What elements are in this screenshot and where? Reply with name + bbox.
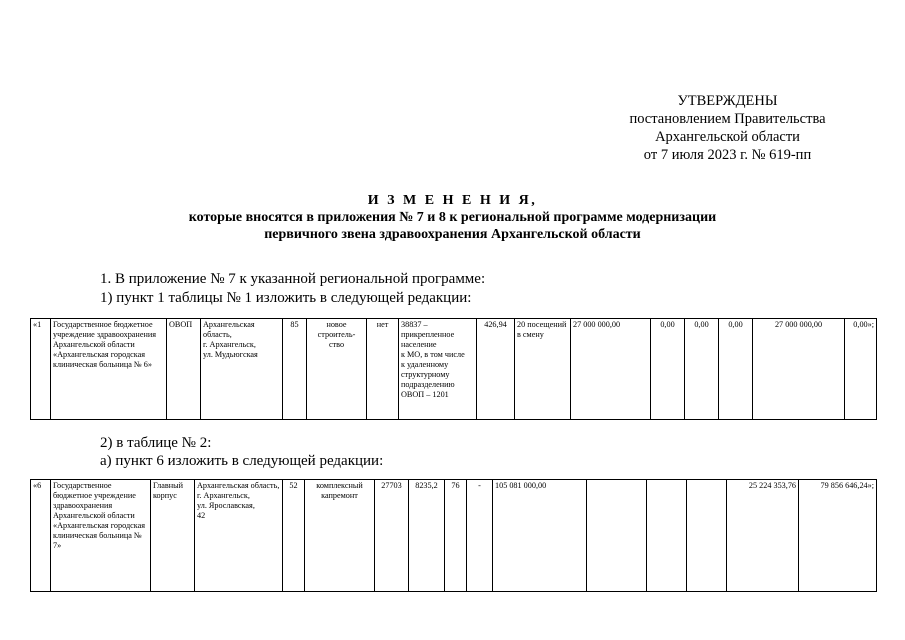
cell-area: 8235,2 — [409, 480, 445, 592]
cell-amount-total: 105 081 000,00 — [493, 480, 587, 592]
cell-area: 426,94 — [477, 319, 515, 420]
cell-capacity: 20 посещений в смену — [515, 319, 571, 420]
cell-value: - — [467, 480, 493, 592]
cell-amount: 25 224 353,76 — [727, 480, 799, 592]
cell-object: Главный корпус — [151, 480, 195, 592]
cell-value: 27703 — [375, 480, 409, 592]
cell-value: 52 — [283, 480, 305, 592]
cell-amount: 0,00 — [719, 319, 753, 420]
cell-value: 85 — [283, 319, 307, 420]
paragraph-1: 1. В приложение № 7 к указанной региональной программе: — [100, 271, 486, 287]
table-row — [31, 480, 877, 592]
approval-line-3: Архангельской области — [655, 129, 800, 145]
table-1 — [30, 318, 877, 420]
cell-amount — [587, 480, 647, 592]
cell-amount-last: 0,00»; — [845, 319, 877, 420]
cell-number: «6 — [31, 480, 51, 592]
cell-amount-last: 79 856 646,24»; — [799, 480, 877, 592]
table-row — [31, 319, 877, 420]
cell-flag: нет — [367, 319, 399, 420]
title-line-2: которые вносятся в приложения № 7 и 8 к региональной программе модернизации — [188, 210, 717, 225]
cell-institution: Государственное бюджетное учреждение здравоохранения Архангельской области «Архангельская городская клиническая больница № 6» — [51, 319, 167, 420]
title-heading: И З М Е Н Е Н И Я, — [367, 193, 538, 208]
cell-amount — [687, 480, 727, 592]
approval-heading: УТВЕРЖДЕНЫ — [677, 93, 778, 109]
cell-institution: Государственное бюджетное учреждение здравоохранения Архангельской области «Архангельская городская клиническая больница № 7» — [51, 480, 151, 592]
table-2 — [30, 479, 877, 592]
cell-number: «1 — [31, 319, 51, 420]
title-line-3: первичного звена здравоохранения Архангельской области — [264, 227, 641, 242]
cell-population: 38837 – прикрепленное население к МО, в том числе к удаленному структурному подразделению ОВОП – 1201 — [399, 319, 477, 420]
cell-object: ОВОП — [167, 319, 201, 420]
cell-work-type: комплексный капремонт — [305, 480, 375, 592]
approval-stamp — [560, 92, 895, 164]
cell-amount: 27 000 000,00 — [753, 319, 845, 420]
cell-amount: 0,00 — [685, 319, 719, 420]
paragraph-4: а) пункт 6 изложить в следующей редакции: — [100, 453, 384, 469]
cell-amount: 0,00 — [651, 319, 685, 420]
approval-line-2: постановлением Правительства — [629, 111, 826, 127]
cell-value: 76 — [445, 480, 467, 592]
paragraph-2: 1) пункт 1 таблицы № 1 изложить в следующей редакции: — [100, 290, 472, 306]
cell-address: Архангельская область, г. Архангельск, ул. Мудьюгская — [201, 319, 283, 420]
document-title — [0, 192, 905, 243]
paragraph-3: 2) в таблице № 2: — [100, 435, 212, 451]
cell-address: Архангельская область, г. Архангельск, ул. Ярославская, 42 — [195, 480, 283, 592]
cell-amount-total: 27 000 000,00 — [571, 319, 651, 420]
cell-work-type: новое строитель- ство — [307, 319, 367, 420]
cell-amount — [647, 480, 687, 592]
approval-line-4: от 7 июля 2023 г. № 619-пп — [643, 147, 812, 163]
